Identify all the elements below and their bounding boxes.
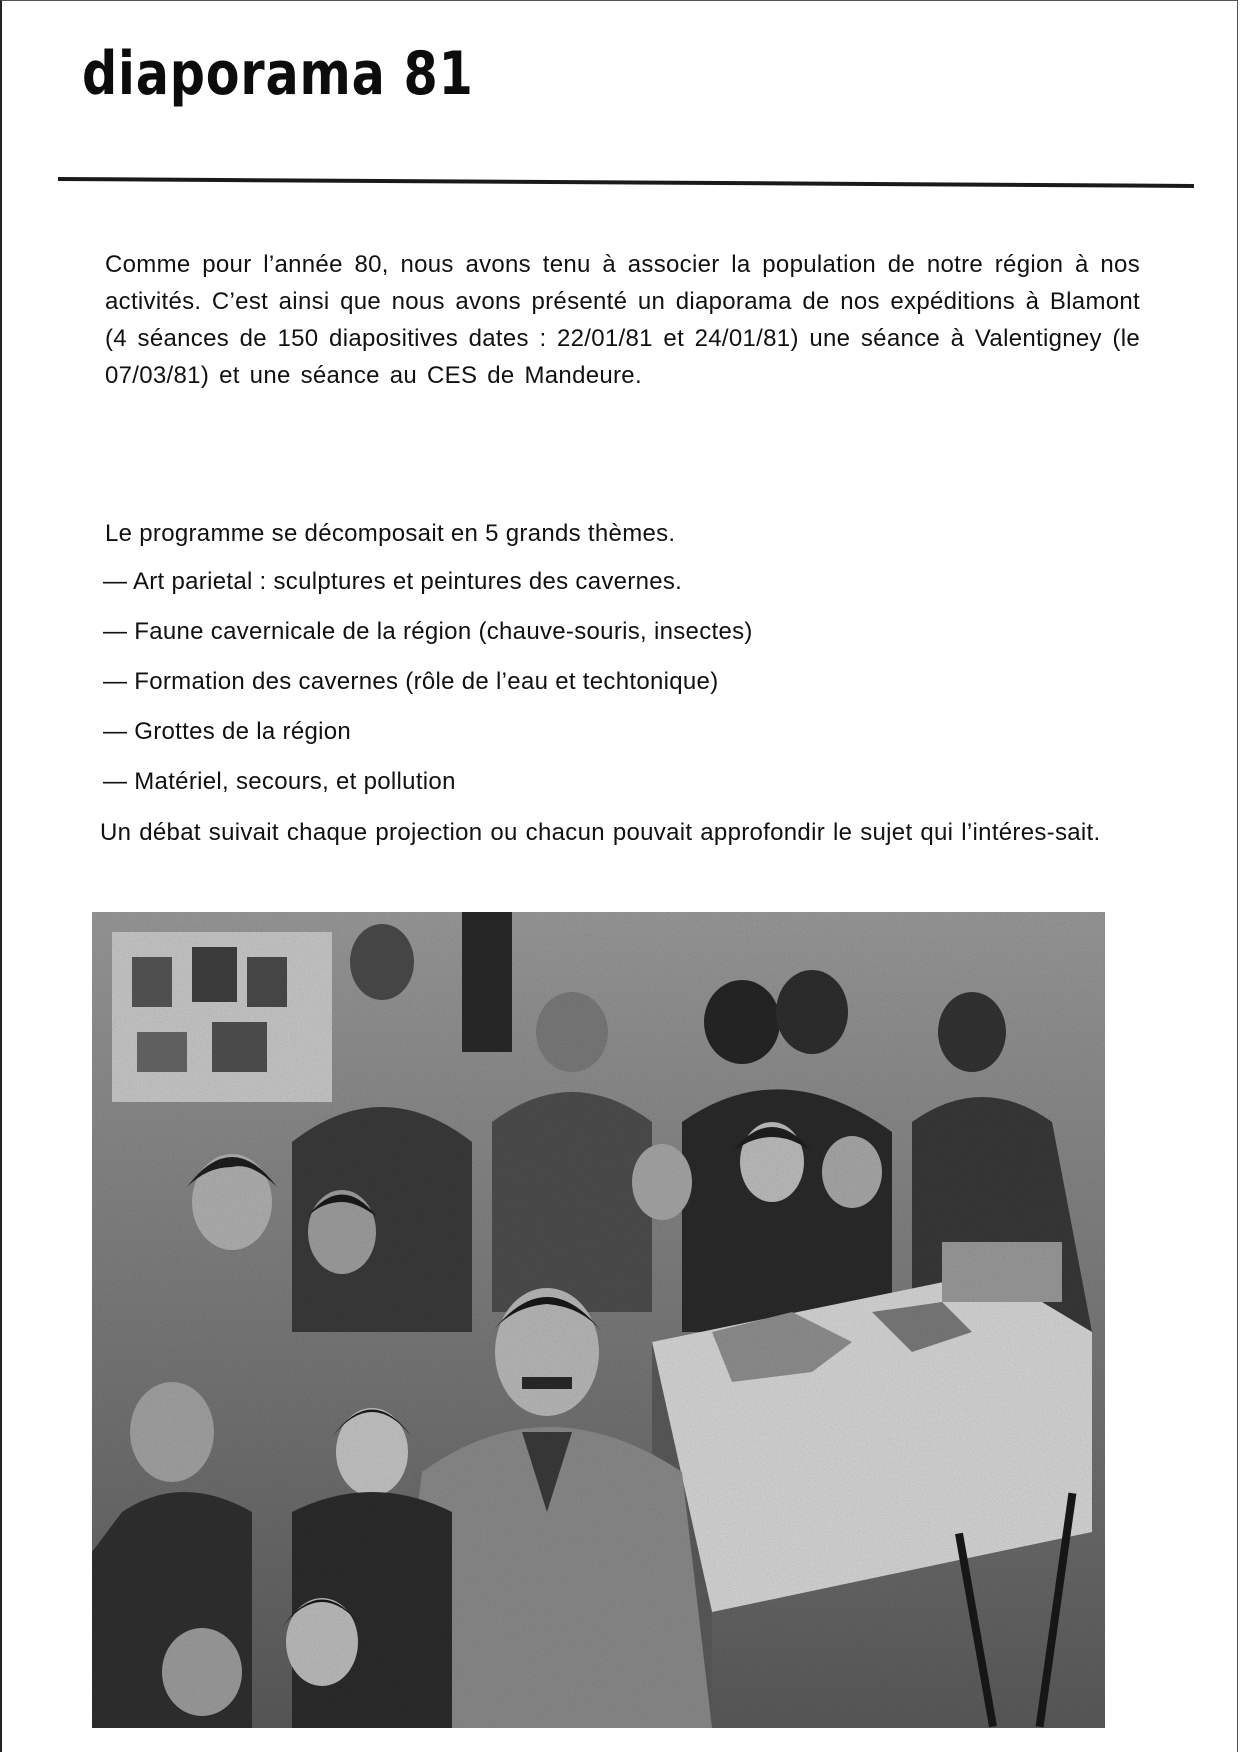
theme-item: — Grottes de la région: [103, 718, 352, 745]
audience-photo: [92, 912, 1105, 1728]
theme-item: — Faune cavernicale de la région (chauve-souris, insectes): [103, 618, 753, 645]
audience-photo-illustration: [92, 912, 1105, 1728]
page-title: diaporama 81: [82, 39, 474, 109]
theme-list: [103, 564, 1138, 814]
theme-item: — Art parietal : sculptures et peintures des cavernes.: [103, 568, 683, 595]
programme-intro: Le programme se décomposait en 5 grands thèmes.: [105, 520, 676, 547]
debate-paragraph: Un débat suivait chaque projection ou chacun pouvait approfondir le sujet qui l’intéres-sait.: [100, 819, 1101, 846]
intro-paragraph: Comme pour l’année 80, nous avons tenu à associer la population de notre région à nos activités. C’est ainsi que nous avons présenté un diaporama de nos expéditions à Blamont (4 séances de 150 diapositives dates : 22/01/81 et 24/01/81) une séance à Valentigney (le 07/03/81) et une séance au CES de Mandeure.: [105, 251, 1140, 389]
theme-item: — Matériel, secours, et pollution: [103, 768, 456, 795]
theme-item: — Formation des cavernes (rôle de l’eau et techtonique): [103, 668, 719, 695]
